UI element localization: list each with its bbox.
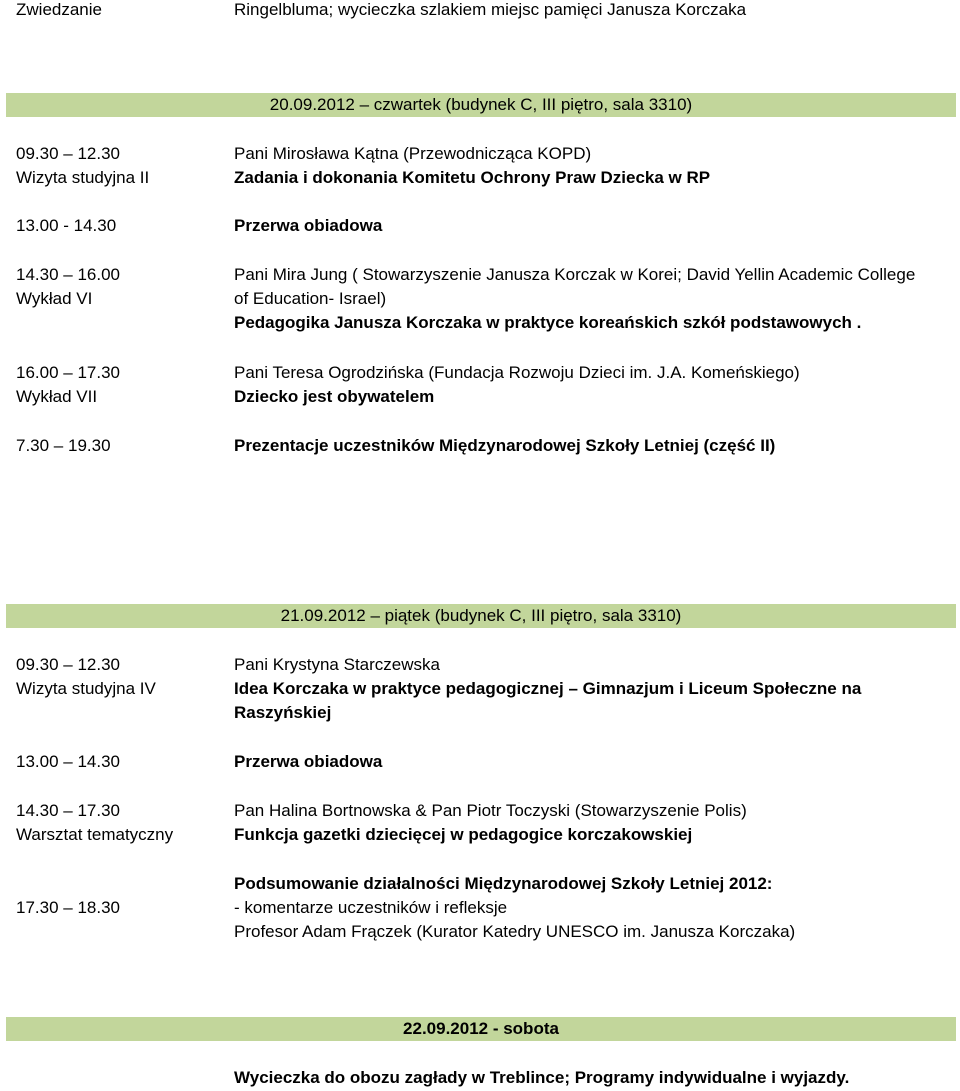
session-time: 17.30 – 18.30 xyxy=(16,898,120,917)
session-title: Prezentacje uczestników Międzynarodowej Szkoły Letniej (część II) xyxy=(234,436,776,455)
session-time: 7.30 – 19.30 xyxy=(16,436,111,455)
day2-header xyxy=(6,604,956,628)
session-speaker: Pani Teresa Ogrodzińska (Fundacja Rozwoju Dzieci im. J.A. Komeńskiego) xyxy=(234,363,800,382)
session-type: Wizyta studyjna II xyxy=(16,168,150,187)
session-type: Wizyta studyjna IV xyxy=(16,679,156,698)
session-title: Wycieczka do obozu zagłady w Treblince; Programy indywidualne i wyjazdy. xyxy=(234,1068,850,1087)
session-time: 14.30 – 17.30 xyxy=(16,801,120,820)
session-speaker: Pani Mira Jung ( Stowarzyszenie Janusza Korczak w Korei; David Yellin Academic College xyxy=(234,265,916,284)
session-type: Warsztat tematyczny xyxy=(16,825,174,844)
session-speaker: Pani Krystyna Starczewska xyxy=(234,655,440,674)
session-title: Przerwa obiadowa xyxy=(234,216,383,235)
session-time: 14.30 – 16.00 xyxy=(16,265,120,284)
day1-header-text: 20.09.2012 – czwartek (budynek C, III piętro, sala 3310) xyxy=(269,95,693,114)
session-time: 16.00 – 17.30 xyxy=(16,363,120,382)
session-title: Funkcja gazetki dziecięcej w pedagogice korczakowskiej xyxy=(234,825,693,844)
session-speaker: Profesor Adam Frączek (Kurator Katedry UNESCO im. Janusza Korczaka) xyxy=(234,922,796,941)
day3-header-text: 22.09.2012 - sobota xyxy=(403,1019,559,1038)
session-time: 09.30 – 12.30 xyxy=(16,655,120,674)
session-type: Wykład VII xyxy=(16,387,98,406)
session-speaker-cont: of Education- Israel) xyxy=(234,289,387,308)
session-title: Pedagogika Janusza Korczaka w praktyce koreańskich szkół podstawowych . xyxy=(234,313,862,332)
session-title: Dziecko jest obywatelem xyxy=(234,387,435,406)
day1-header xyxy=(6,93,956,117)
session-time: 13.00 - 14.30 xyxy=(16,216,117,235)
session-note: - komentarze uczestników i refleksje xyxy=(234,898,508,917)
session-speaker: Pani Mirosława Kątna (Przewodnicząca KOPD) xyxy=(234,144,592,163)
session-title: Podsumowanie działalności Międzynarodowej Szkoły Letniej 2012: xyxy=(234,874,773,893)
session-title: Idea Korczaka w praktyce pedagogicznej – Gimnazjum i Liceum Społeczne na xyxy=(234,679,862,698)
day2-header-text: 21.09.2012 – piątek (budynek C, III piętro, sala 3310) xyxy=(280,606,682,625)
session-time: 09.30 – 12.30 xyxy=(16,144,120,163)
session-time: 13.00 – 14.30 xyxy=(16,752,120,771)
session-title-cont: Raszyńskiej xyxy=(234,703,332,722)
session-type: Wykład VI xyxy=(16,289,93,308)
session-title: Zadania i dokonania Komitetu Ochrony Praw Dziecka w RP xyxy=(234,168,711,187)
session-title: Przerwa obiadowa xyxy=(234,752,383,771)
day3-header xyxy=(6,1017,956,1041)
session-speaker: Pan Halina Bortnowska & Pan Piotr Toczyski (Stowarzyszenie Polis) xyxy=(234,801,747,820)
top-type: Zwiedzanie xyxy=(16,0,102,19)
top-title: Ringelbluma; wycieczka szlakiem miejsc pamięci Janusza Korczaka xyxy=(234,0,747,19)
